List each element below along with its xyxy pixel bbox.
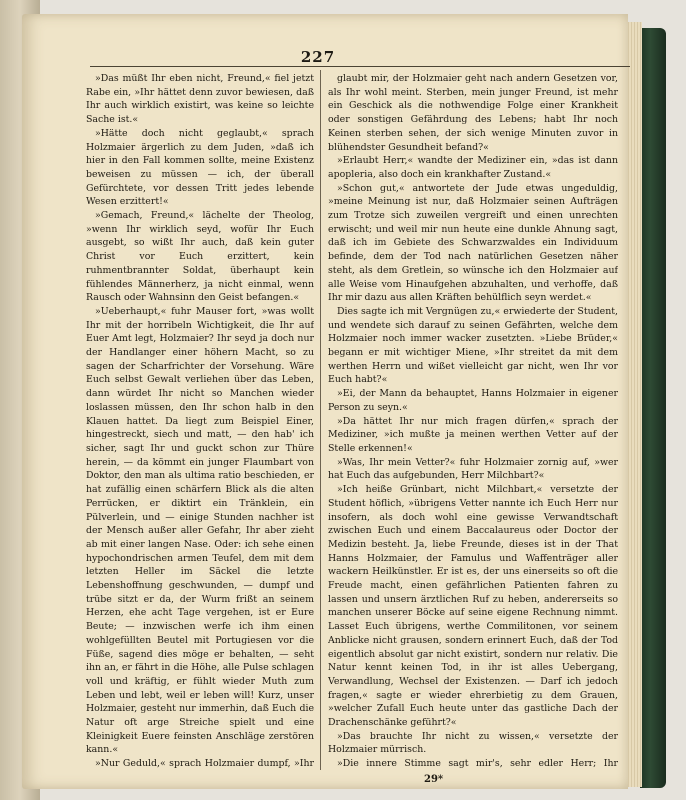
paragraph: »Nur Geduld,« sprach Holzmaier dumpf, »Ihr — [95, 758, 314, 770]
book-cover — [640, 28, 666, 788]
paragraph: »Da hättet Ihr nur mich fragen dürfen,« sprach der Mediziner, »ich mußte ja meinen werthen Vetter auf der Stelle erkennen!« — [328, 415, 618, 454]
page-stack-edge — [626, 22, 642, 787]
paragraph: »Die innere Stimme sagt mir's, sehr edler Herr; Ihr — [337, 758, 618, 770]
page-number: 227 — [300, 48, 336, 66]
column-divider — [320, 70, 321, 770]
paragraph: glaubt mir, der Holzmaier geht nach andern Gesetzen vor, als Ihr wohl meint. Sterben, mein junger Freund, ist mehr ein Geschick als die nothwendige Folge einer Krankheit oder sonstigen Gefährdung des Lebens; habt Ihr noch Keinen sterben sehen, der sich wenige Minuten zuvor in blühendster Gesundheit befand?« — [328, 73, 618, 153]
paragraph: »Schon gut,« antwortete der Jude etwas ungeduldig, »meine Meinung ist nur, daß Holzmaier seinen Aufträgen zum Trotze sich zuweilen vergreift und einen unrechten erwischt; und weil mir nun heute eine dunkle Ahnung sagt, daß ich im Gebiete des Schwarzwaldes ein Individuum befinde, dem der Tod nach natürlichen Gesetzen näher steht, als dem Gretlein, so wünsche ich den Holzmaier auf alle Weise vom Hinaufgehen abzuhalten, und verhoffe, daß Ihr mir dazu aus allen Kräften behülflich seyn werdet.« — [328, 182, 618, 304]
paragraph: »Das müßt Ihr eben nicht, Freund,« fiel jetzt Rabe ein, »Ihr hättet denn zuvor bewiesen, daß Ihr auch wirklich existirt, was keine so leichte Sache ist.« — [86, 73, 314, 126]
paragraph: »Gemach, Freund,« lächelte der Theolog, »wenn Ihr wirklich seyd, wofür Ihr Euch ausgebt, so wißt Ihr auch, daß kein guter Christ vor Euch erzittert, kein ruhmentbrannter Soldat, überhaupt kein fühlendes Männerherz, ja nicht einmal, wenn Rausch oder Wahnsinn den Geist befangen.« — [86, 210, 314, 304]
paragraph: »Ueberhaupt,« fuhr Mauser fort, »was wollt Ihr mit der horribeln Wichtigkeit, die Ihr auf Euer Amt legt, Holzmaier? Ihr seyd ja doch nur der Handlanger einer höhern Macht, so zu sagen der Scharfrichter der Vorsehung. Wäre Euch selbst Gewalt verliehen über das Leben, dann würdet Ihr nicht so Manchen wieder loslassen müssen, den Ihr schon halb in den Klauen hattet. Da liegt zum Beispiel Einer, hingestreckt, siech und matt, — den hab' ich sicher, sagt Ihr und guckt schon zur Thüre herein, — da kömmt ein junger Flaumbart von Doktor, den man als ultima ratio beschieden, er hat zufällig einen schärfern Blick als die alten Perrücken, er diktirt ein Tränklein, ein Pülverlein, und — einige Stunden nachher ist der Mensch außer aller Gefahr, Ihr aber zieht ab mit einer langen Nase. Oder: ich sehe einen hypochondrischen armen Teufel, dem mit dem letzten Heller im Säckel die letzte Lebenshoffnung geschwunden, — dumpf und trübe sitzt er da, der Wurm frißt an seinem Herzen, ehe acht Tage vergehen, ist er Eure Beute; — inzwischen werfe ich ihm einen wohlgefüllten Beutel mit Portugiesen vor die Füße, sagend dies möge er behalten, — seht ihn an, er fährt in die Höhe, alle Pulse schlagen voll und kräftig, er fühlt wieder Muth zum Leben und lebt, weil er leben will! Kurz, unser Holzmaier, gesteht nur immerhin, daß Euch die Natur oft arge Streiche spielt und eine Kleinigkeit Euere feinsten Anschläge zerstören kann.« — [86, 305, 314, 756]
printer-signature: 29* — [424, 774, 444, 785]
paragraph: »Erlaubt Herr,« wandte der Mediziner ein, »das ist dann apopleria, also doch ein krankhafter Zustand.« — [328, 155, 618, 180]
right-text-column — [328, 72, 618, 772]
paragraph: »Ei, der Mann da behauptet, Hanns Holzmaier in eigener Person zu seyn.« — [328, 388, 618, 413]
left-text-column — [86, 72, 314, 772]
paragraph: »Was, Ihr mein Vetter?« fuhr Holzmaier zornig auf, »wer hat Euch das aufgebunden, Herr Milchbart?« — [328, 456, 618, 482]
paragraph: »Ich heiße Grünbart, nicht Milchbart,« versetzte der Student höflich, »übrigens Vetter nannte ich Euch Herr nur insofern, als doch wohl eine gewisse Verwandtschaft zwischen Euch und einem Baccalaureus oder Doctor der Medizin besteht. Ja, liebe Freunde, dieses ist in der That Hanns Holzmaier, der Famulus und Waffenträger aller wackern Heilkünstler. Er ist es, der uns einerseits so oft die Freude macht, einen gefährlichen Patienten fahren zu lassen und unsern ärztlichen Ruf zu heben, andererseits so manchen unserer Böcke auf seine eigene Rechnung nimmt. Lasset Euch übrigens, werthe Commilitonen, vor seinem Anblicke nicht grausen, sondern erinnert Euch, daß der Tod eigentlich absolut gar nicht existirt, sondern nur relativ. Die Natur kennt keinen Tod, in ihr ist alles Uebergang, Verwandlung, Wechsel der Existenzen. — Darf ich jedoch fragen,« sagte er wieder ehrerbietig zu dem Grauen, »welcher Zufall Euch heute unter das gastliche Dach der Drachenschänke geführt?« — [328, 484, 618, 729]
paragraph: »Das brauchte Ihr nicht zu wissen,« versetzte der Holzmaier mürrisch. — [328, 730, 618, 756]
header-rule — [90, 66, 630, 67]
paragraph: »Hätte doch nicht geglaubt,« sprach Holzmaier ärgerlich zu dem Juden, »daß ich hier in den Fall kommen sollte, meine Existenz beweisen zu müssen — ich, der überall Gefürchtete, vor dessen Tritt jedes lebende Wesen erzittert!« — [86, 127, 314, 208]
paragraph: Dies sagte ich mit Vergnügen zu,« erwiederte der Student, und wendete sich darauf zu seinen Gefährten, welche dem Holzmaier noch immer wacker zusetzten. »Liebe Brüder,« begann er mit wichtiger Miene, »Ihr streitet da mit dem werthen Herrn und wißet vielleicht gar nicht, wen Ihr vor Euch habt?« — [328, 305, 618, 386]
